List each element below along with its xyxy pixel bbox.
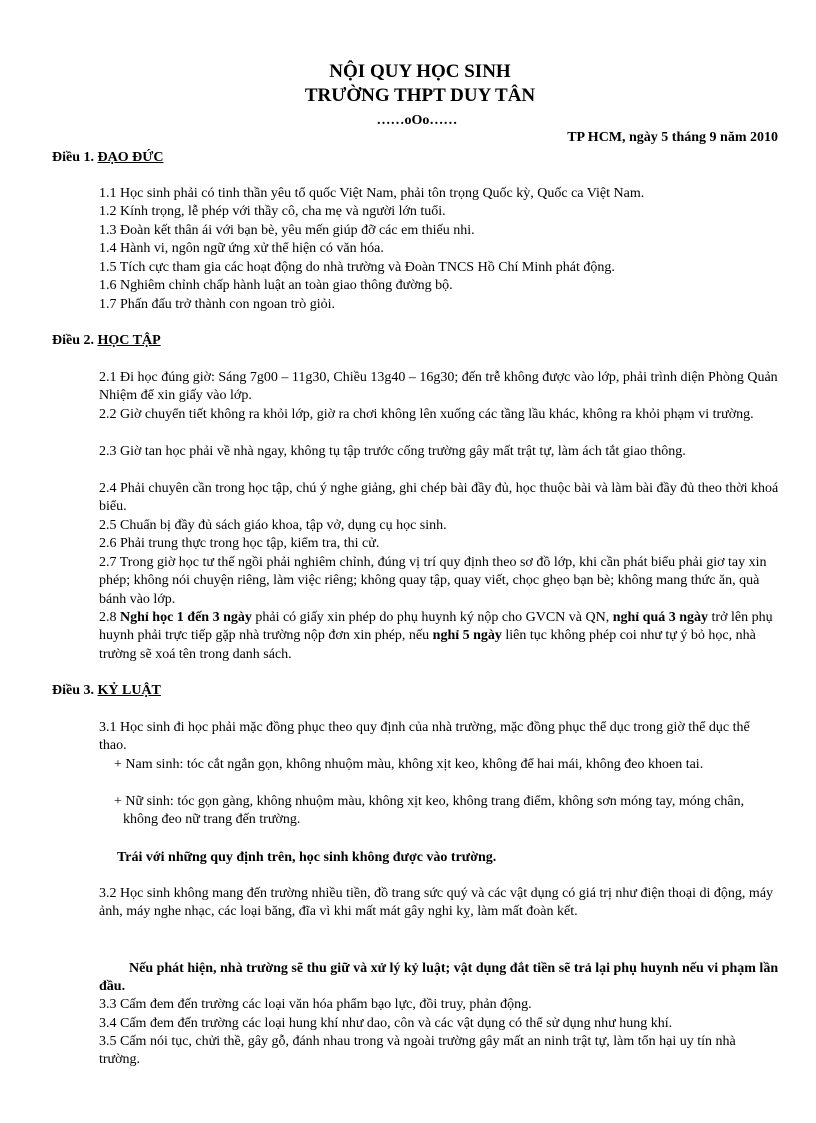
document-title: NỘI QUY HỌC SINH: [329, 61, 511, 82]
rule-3-1-note: Trái với những quy định trên, học sinh không được vào trường.: [117, 850, 497, 865]
rule-3-1-male: + Nam sinh: tóc cắt ngắn gọn, không nhuộm màu, không xịt keo, không để hai mái, không đeo khoen tai.: [114, 757, 704, 772]
article-3-name: KỶ LUẬT: [97, 683, 161, 698]
rule-2-3: 2.3 Giờ tan học phải về nhà ngay, không tụ tập trước cổng trường gây mất trật tự, làm ách tắt giao thông.: [99, 444, 686, 459]
rule-1-4: 1.4 Hành vi, ngôn ngữ ứng xử thể hiện có văn hóa.: [99, 241, 384, 256]
title-separator: ……oOo……: [376, 113, 458, 128]
rule-2-8-absence-1-3: Nghỉ học 1 đến 3 ngày: [120, 610, 252, 625]
rule-2-8-number: 2.8: [99, 610, 120, 625]
rule-3-1: 3.1 Học sinh đi học phải mặc đồng phục theo quy định của nhà trường, mặc đồng phục thể dục trong giờ thể dục thể thao.: [99, 720, 750, 754]
article-2-name: HỌC TẬP: [97, 333, 161, 348]
article-2-prefix: Điều 2.: [52, 333, 98, 348]
rule-2-5: 2.5 Chuẩn bị đầy đủ sách giáo khoa, tập vở, dụng cụ học sinh.: [99, 518, 447, 533]
rule-1-2: 1.2 Kính trọng, lễ phép với thầy cô, cha mẹ và người lớn tuổi.: [99, 204, 446, 219]
rule-3-5: 3.5 Cấm nói tục, chửi thề, gây gỗ, đánh nhau trong và ngoài trường gây mất an ninh trật tự, làm tổn hại uy tín nhà trường.: [99, 1034, 736, 1068]
rule-1-1: 1.1 Học sinh phải có tinh thần yêu tổ quốc Việt Nam, phải tôn trọng Quốc kỳ, Quốc ca Việt Nam.: [99, 186, 645, 201]
rule-2-8-absence-over-3: nghỉ quá 3 ngày: [612, 610, 709, 625]
rule-2-4: 2.4 Phải chuyên cần trong học tập, chú ý nghe giảng, ghi chép bài đầy đủ, học thuộc bài và làm bài đầy đủ theo thời khoá biểu.: [99, 481, 779, 515]
school-name: TRƯỜNG THPT DUY TÂN: [304, 85, 536, 106]
article-1-heading: [52, 150, 163, 166]
rule-2-8-text-2: trở lên phụ huynh phải trực tiếp gặp nhà trường nộp đơn xin phép, nếu: [99, 610, 773, 644]
rule-3-3: 3.3 Cấm đem đến trường các loại văn hóa phẩm bạo lực, đồi truy, phản động.: [99, 997, 532, 1012]
article-3-prefix: Điều 3.: [52, 683, 98, 698]
article-2-heading: [52, 333, 161, 349]
rule-1-5: 1.5 Tích cực tham gia các hoạt động do nhà trường và Đoàn TNCS Hồ Chí Minh phát động.: [99, 260, 615, 275]
article-1-prefix: Điều 1.: [52, 150, 98, 165]
rule-1-6: 1.6 Nghiêm chỉnh chấp hành luật an toàn giao thông đường bộ.: [99, 278, 453, 293]
rule-2-2: 2.2 Giờ chuyển tiết không ra khỏi lớp, giờ ra chơi không lên xuống các tầng lầu khác, không ra khỏi phạm vi trường.: [99, 407, 754, 422]
rule-3-2-note: Nếu phát hiện, nhà trường sẽ thu giữ và xử lý kỷ luật; vật dụng đắt tiền sẽ trả lại phụ huynh nếu vi phạm lần đầu.: [99, 961, 779, 995]
rule-3-1-female: + Nữ sinh: tóc gọn gàng, không nhuộm màu, không xịt keo, không trang điểm, không sơn móng tay, móng chân, không đeo nữ trang đến trường.: [114, 794, 745, 828]
rule-1-7: 1.7 Phấn đấu trở thành con ngoan trò giỏi.: [99, 297, 336, 312]
document-date: TP HCM, ngày 5 tháng 9 năm 2010: [567, 130, 778, 145]
rule-2-1: 2.1 Đi học đúng giờ: Sáng 7g00 – 11g30, Chiều 13g40 – 16g30; đến trễ không được vào lớp, phải trình diện Phòng Quản Nhiệm để xin giấy vào lớp.: [99, 370, 778, 404]
rule-3-2: 3.2 Học sinh không mang đến trường nhiều tiền, đồ trang sức quý và các vật dụng có giá trị như điện thoại di động, máy ảnh, máy nghe nhạc, các loại băng, đĩa vì khi mất mát gây nghi kỵ, làm mất đoàn kết.: [99, 886, 774, 920]
article-1-name: ĐẠO ĐỨC: [97, 150, 164, 165]
rule-1-3: 1.3 Đoàn kết thân ái với bạn bè, yêu mến giúp đỡ các em thiếu nhi.: [99, 223, 475, 238]
rule-2-8: [99, 609, 779, 664]
rule-2-8-absence-5: nghỉ 5 ngày: [432, 628, 502, 644]
rule-2-8-text-1: phải có giấy xin phép do phụ huynh ký nộp cho GVCN và QN,: [251, 610, 613, 625]
article-3-heading: [52, 683, 161, 699]
rule-2-8-text-3: liên tục không phép coi như tự ý bỏ học, nhà trường sẽ xoá tên trong danh sách.: [99, 628, 756, 662]
rule-3-4: 3.4 Cấm đem đến trường các loại hung khí như dao, côn và các vật dụng có thể sử dụng như hung khí.: [99, 1016, 673, 1031]
rule-2-7: 2.7 Trong giờ học tư thế ngồi phải nghiêm chỉnh, đúng vị trí quy định theo sơ đồ lớp, khi cần phát biểu phải giơ tay xin phép; không nói chuyện riêng, làm việc riêng; không quay tập, quay viết, chọc ghẹo bạn bè; không mang thức ăn, quà bánh vào lớp.: [99, 555, 767, 607]
rule-2-6: 2.6 Phải trung thực trong học tập, kiểm tra, thi cử.: [99, 536, 380, 551]
